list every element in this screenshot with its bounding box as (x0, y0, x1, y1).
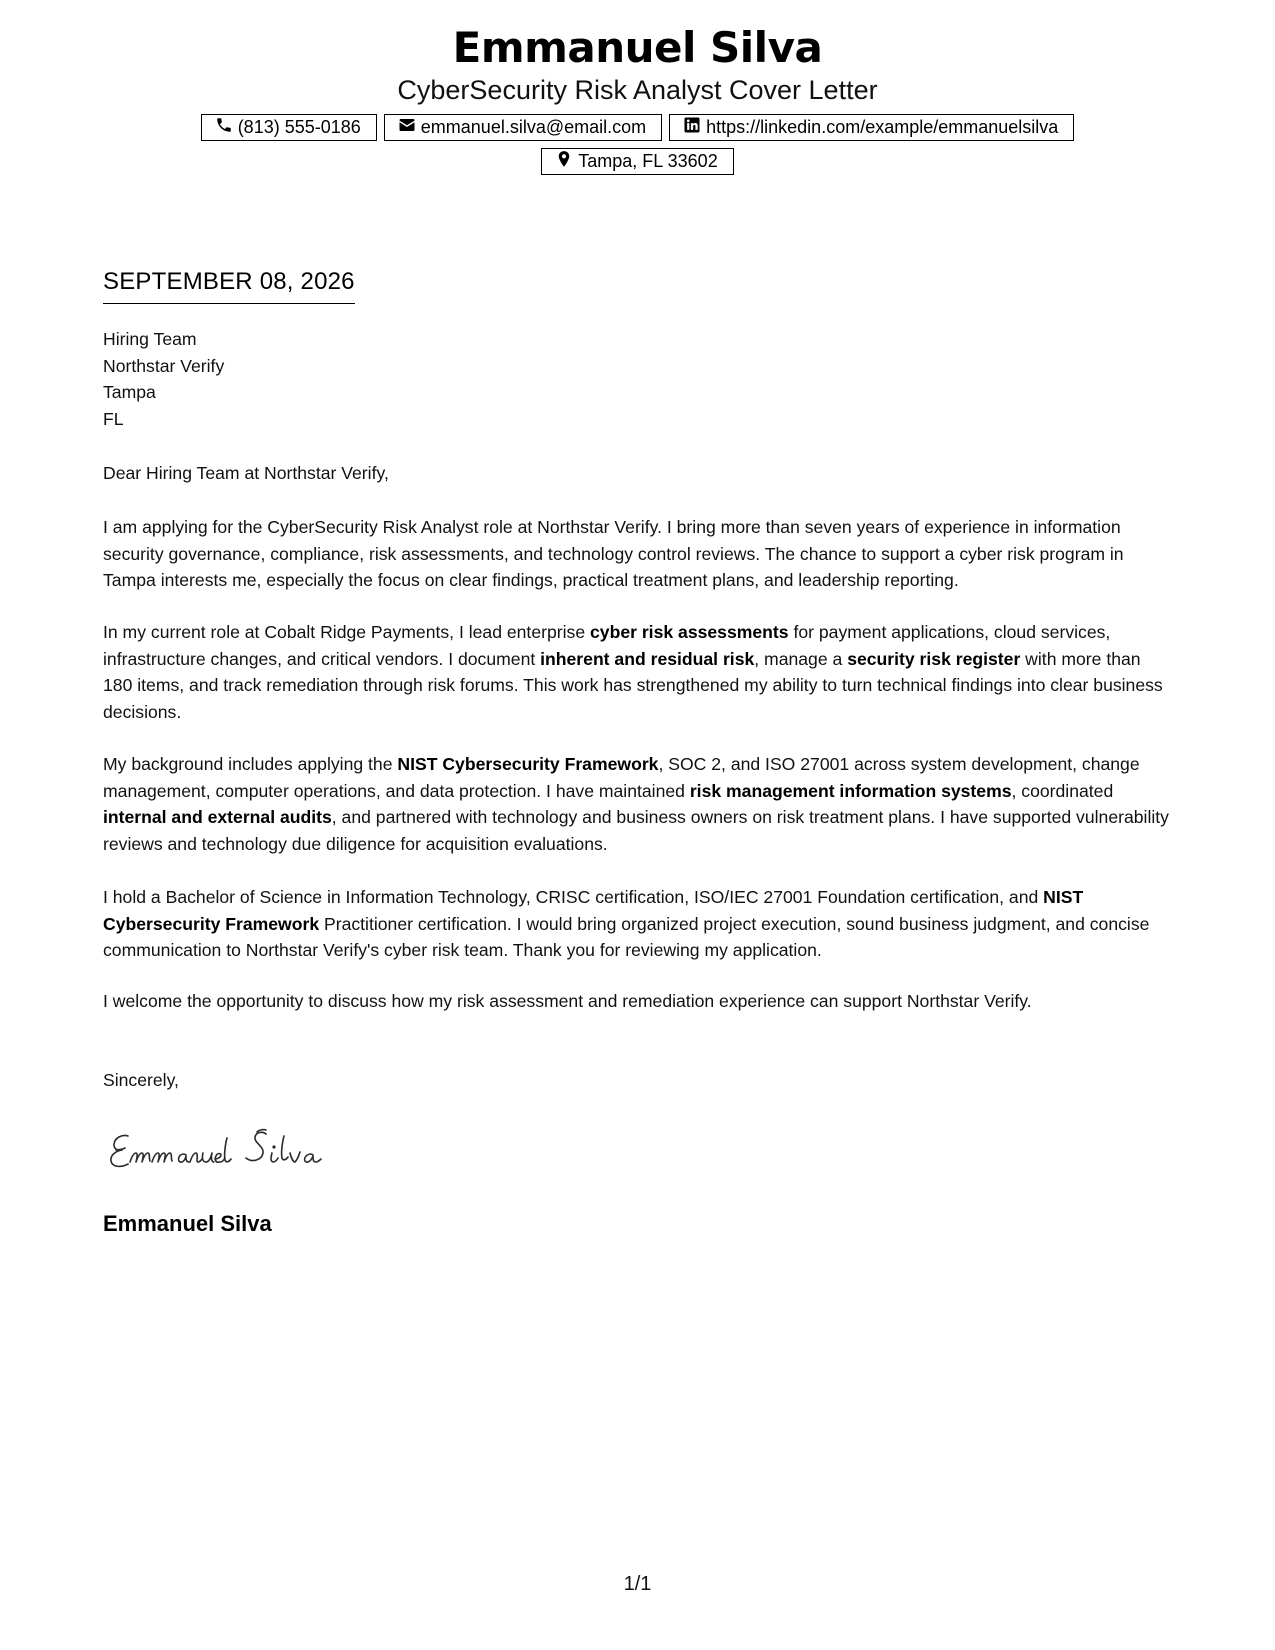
letter-date: SEPTEMBER 08, 2026 (103, 267, 355, 304)
closing: Sincerely, (103, 1070, 179, 1090)
map-pin-icon (555, 150, 573, 173)
bold-phrase: NIST Cybersecurity Framework (397, 754, 659, 774)
text-run: with more than 180 items, and track remediation through risk forums. This work has strengthened my ability to turn technical findings into clear business decisions. (103, 648, 1163, 722)
body-paragraph-4 (103, 884, 1173, 964)
contact-row-location (0, 148, 1275, 175)
phone-text: (813) 555-0186 (237, 117, 361, 137)
handwritten-signature (106, 1122, 366, 1178)
contact-row (0, 114, 1275, 141)
location-contact[interactable] (541, 148, 733, 175)
recipient-line: Tampa (103, 382, 156, 402)
body-paragraph-3 (103, 751, 1173, 857)
bold-phrase: security risk register (847, 648, 1021, 669)
body-paragraph-1 (103, 514, 1173, 594)
letter-header (0, 22, 1275, 175)
text-run: , SOC 2, and ISO 27001 across system development, change management, computer operations, and data protection. I have maintained (103, 754, 1140, 801)
text-run: , and partnered with technology and business owners on risk treatment plans. I have supported vulnerability reviews and technology due diligence for acquisition evaluations. (103, 807, 1169, 854)
recipient-line: Hiring Team (103, 329, 197, 349)
text-run: , manage a (754, 648, 848, 669)
bold-phrase: NIST Cybersecurity Framework (103, 887, 1084, 934)
signer-name: Emmanuel Silva (103, 1211, 272, 1236)
applicant-name: Emmanuel Silva (452, 23, 823, 72)
bold-phrase: inherent and residual risk (540, 648, 755, 669)
envelope-icon (398, 116, 416, 139)
page-number: 1/1 (623, 1573, 652, 1595)
email-text: emmanuel.silva@email.com (420, 117, 647, 137)
phone-contact[interactable] (201, 114, 377, 141)
text-run: for payment applications, cloud services, infrastructure changes, and critical vendors. I document (103, 622, 1111, 669)
paragraph-text (103, 751, 1173, 857)
paragraph-text: I welcome the opportunity to discuss how my risk assessment and remediation experience can support Northstar Verify. (103, 991, 1032, 1011)
document-subtitle: CyberSecurity Risk Analyst Cover Letter (397, 75, 878, 105)
text-run: , coordinated (1011, 780, 1114, 801)
phone-icon (215, 116, 233, 139)
text-run: In my current role at Cobalt Ridge Payments, I lead enterprise (103, 622, 590, 642)
text-run: My background includes applying the (103, 754, 398, 774)
paragraph-text (103, 884, 1173, 964)
bold-phrase: cyber risk assessments (590, 622, 789, 642)
linkedin-icon (683, 116, 701, 139)
body-paragraph-5 (103, 988, 1173, 1015)
paragraph-text: I am applying for the CyberSecurity Risk Analyst role at Northstar Verify. I bring more than seven years of experience in information security governance, compliance, risk assessments, and technology control reviews. The chance to support a cyber risk program in Tampa interests me, especially the focus on clear findings, practical treatment plans, and leadership reporting. (103, 517, 1124, 590)
body-paragraph-2 (103, 619, 1173, 725)
location-text: Tampa, FL 33602 (578, 151, 718, 171)
text-run: I hold a Bachelor of Science in Information Technology, CRISC certification, ISO/IEC 27001 Foundation certification, and (103, 887, 1044, 907)
paragraph-text (103, 619, 1173, 725)
linkedin-contact[interactable] (669, 114, 1074, 141)
email-contact[interactable] (384, 114, 662, 141)
linkedin-text: https://linkedin.com/example/emmanuelsilva (706, 117, 1059, 137)
recipient-line: Northstar Verify (103, 355, 225, 376)
recipient-line: FL (103, 408, 124, 429)
recipient-block (103, 326, 1173, 432)
salutation: Dear Hiring Team at Northstar Verify, (103, 463, 389, 483)
bold-phrase: risk management information systems (689, 780, 1012, 801)
bold-phrase: internal and external audits (103, 807, 332, 827)
text-run: Practitioner certification. I would bring organized project execution, sound business judgment, and concise communication to Northstar Verify's cyber risk team. Thank you for reviewing my application. (103, 913, 1150, 960)
